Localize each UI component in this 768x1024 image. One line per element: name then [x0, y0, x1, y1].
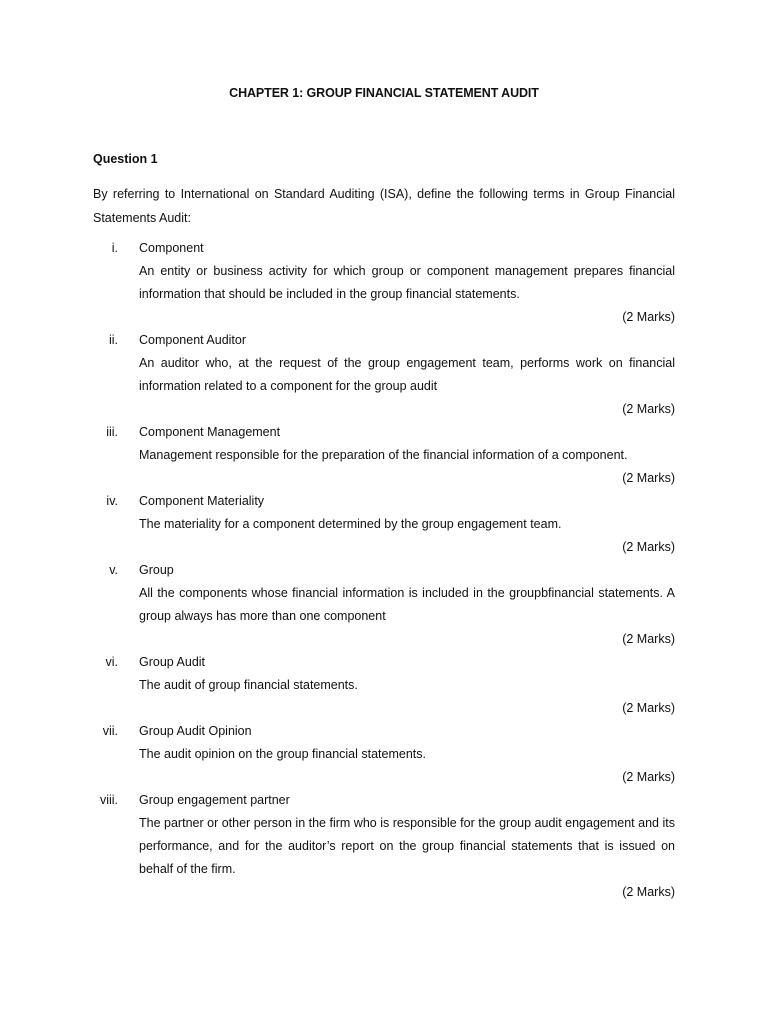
item-marks: (2 Marks) [622, 402, 675, 416]
list-item [0, 421, 768, 490]
item-term: Group engagement partner [139, 793, 290, 807]
item-marks: (2 Marks) [622, 540, 675, 554]
list-item [0, 720, 768, 789]
question-intro: By referring to International on Standard Auditing (ISA), define the following terms in Group Financial Statements Audit: [93, 187, 675, 225]
item-term: Component Management [139, 425, 281, 439]
item-number: viii. [99, 793, 118, 807]
item-marks: (2 Marks) [622, 770, 675, 784]
item-definition: An auditor who, at the request of the group engagement team, performs work on financial information related to a component for the group audit [139, 356, 675, 393]
item-marks: (2 Marks) [622, 632, 675, 646]
item-marks: (2 Marks) [622, 310, 675, 324]
item-definition: The audit of group financial statements. [139, 678, 358, 692]
item-number: i. [111, 241, 118, 255]
list-item [0, 237, 768, 329]
item-marks: (2 Marks) [622, 701, 675, 715]
list-item [0, 559, 768, 651]
item-number: vi. [105, 655, 118, 669]
list-item [0, 490, 768, 559]
item-marks: (2 Marks) [622, 471, 675, 485]
item-term: Group [139, 563, 174, 577]
item-marks: (2 Marks) [622, 885, 675, 899]
item-term: Component [139, 241, 204, 255]
item-definition: The audit opinion on the group financial statements. [139, 747, 426, 761]
item-number: v. [109, 563, 118, 577]
item-definition: The partner or other person in the firm who is responsible for the group audit engagement and its performance, and for the auditor’s report on the group financial statements that is issued on behalf of the firm. [139, 816, 675, 876]
item-number: iv. [106, 494, 118, 508]
question-heading: Question 1 [93, 152, 158, 166]
item-term: Group Audit [139, 655, 206, 669]
definition-list [0, 237, 768, 904]
item-number: iii. [106, 425, 118, 439]
item-term: Component Auditor [139, 333, 247, 347]
item-number: ii. [108, 333, 118, 347]
list-item [0, 789, 768, 904]
item-term: Group Audit Opinion [139, 724, 252, 738]
item-definition: The materiality for a component determined by the group engagement team. [139, 517, 562, 531]
item-definition: An entity or business activity for which group or component management prepares financial information that should be included in the group financial statements. [139, 264, 675, 301]
item-number: vii. [102, 724, 118, 738]
item-definition: All the components whose financial information is included in the groupbfinancial statements. A group always has more than one component [139, 586, 675, 623]
list-item [0, 329, 768, 421]
chapter-title: CHAPTER 1: GROUP FINANCIAL STATEMENT AUDIT [229, 86, 539, 100]
list-item [0, 651, 768, 720]
item-definition: Management responsible for the preparation of the financial information of a component. [139, 448, 628, 462]
item-term: Component Materiality [139, 494, 265, 508]
